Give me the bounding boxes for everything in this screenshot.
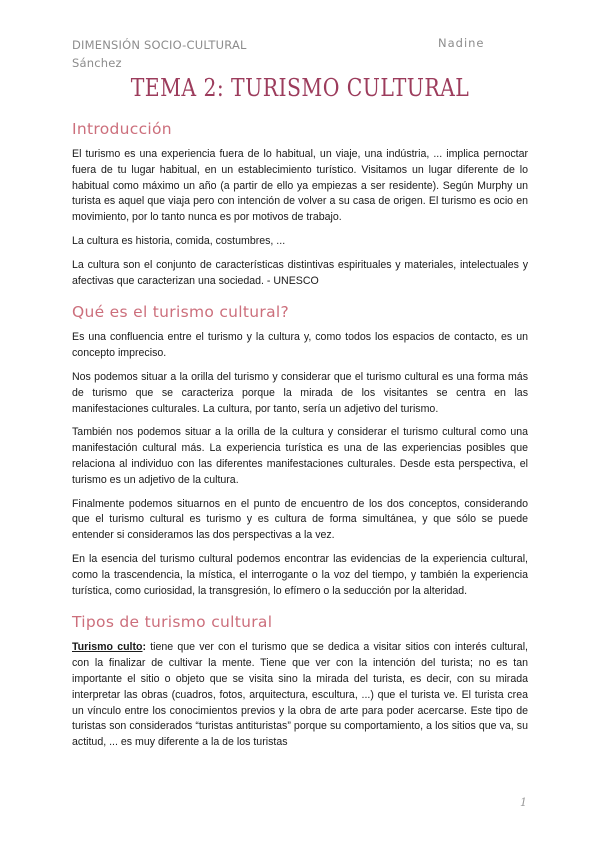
paragraph: Es una confluencia entre el turismo y la cultura y, como todos los espacios de contacto, es un concepto impreciso. <box>72 331 528 360</box>
term-turismo-culto: Turismo culto <box>72 641 143 654</box>
paragraph: También nos podemos situar a la orilla de la cultura y considerar el turismo cultural como una manifestación cultural más. La experiencia turística es una de las experiencias posibles que relaciona al individuo con las diferentes manifestaciones culturales. Desde esta perspectiva, el turismo es un adjetivo de la cultura. <box>72 426 528 486</box>
document-header-left <box>72 36 247 72</box>
term-definition: tiene que ver con el turismo que se dedica a visitar sitios con interés cultural, con la finalizar de cultivar la mente. Tiene que ver con la intención del turista; no es tan importante el sitio o objeto que se visita sino la mirada del turista, es decir, con su mirada interpretar las obras (cuadros, fotos, arquitectura, escultura, ...) que el turista ve. El turista crea un vínculo entre los conocimientos previos y la obra de arte para poder acercarse. Este tipo de turistas son considerados “turistas antituristas” porque su comportamiento, a los sitios que va, su actitud, ... es muy diferente a la de los turistas <box>72 641 528 749</box>
paragraph: La cultura son el conjunto de características distintivas espirituales y materiales, intelectuales y afectivas que caracterizan una sociedad. - UNESCO <box>72 258 528 287</box>
header-author-last: Sánchez <box>72 56 122 70</box>
term-colon: : <box>142 641 147 654</box>
section-heading-introduccion: Introducción <box>72 120 172 138</box>
page-title: TEMA 2: TURISMO CULTURAL <box>130 74 470 102</box>
paragraph-turismo-culto <box>72 640 528 751</box>
header-author-first: Nadine <box>438 36 485 50</box>
paragraph: El turismo es una experiencia fuera de lo habitual, un viaje, una indústria, ... implica pernoctar fuera de tu lugar habitual, en un establecimiento turístico. Visitamos un lugar diferente de lo habitual como máximo un año (a partir de ello ya empiezas a ser residente). Según Murphy un turista es aquel que viaja pero con intención de volver a su casa de origen. El turismo es ocio en movimiento, por lo tanto nunca es por motivos de trabajo. <box>72 148 528 224</box>
section-heading-tipos: Tipos de turismo cultural <box>72 613 273 632</box>
paragraph: Nos podemos situar a la orilla del turismo y considerar que el turismo cultural es una forma más de turismo que se caracteriza porque la mirada de los visitantes se centra en las manifestaciones culturales. La cultura, por tanto, sería un adjetivo del turismo. <box>72 370 528 415</box>
paragraph: En la esencia del turismo cultural podemos encontrar las evidencias de la experiencia cultural, como la trascendencia, la mística, el interrogante o la voz del tiempo, y también la experiencia turística, como curiosidad, la transgresión, lo efímero o la seducción por la alteridad. <box>72 552 528 597</box>
document-body <box>72 120 528 759</box>
section-heading-que-es: Qué es el turismo cultural? <box>72 303 290 322</box>
header-subject: DIMENSIÓN SOCIO-CULTURAL <box>72 38 247 52</box>
paragraph: La cultura es historia, comida, costumbres, ... <box>72 234 286 247</box>
paragraph: Finalmente podemos situarnos en el punto de encuentro de los dos conceptos, considerando que el turismo cultural es turismo y es cultura de forma simultánea, y que sólo se puede entender si consideramos las dos perspectivas a la vez. <box>72 497 528 542</box>
page-number: 1 <box>520 796 527 809</box>
